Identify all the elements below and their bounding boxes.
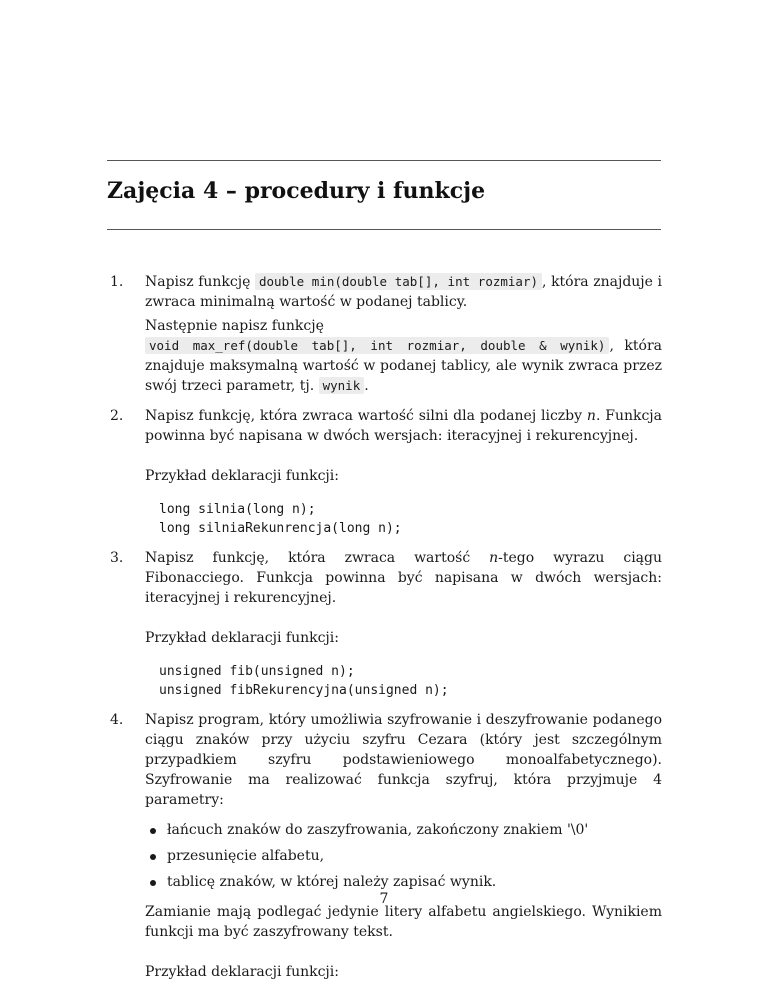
bullet-icon — [150, 880, 156, 886]
example-label: Przykład deklaracji funkcji: — [145, 964, 339, 980]
code-block: long silnia(long n); long silniaRekunrencja(long n); — [159, 502, 402, 536]
example-label: Przykład deklaracji funkcji: — [145, 630, 339, 646]
inline-code: wynik — [319, 377, 365, 394]
list-item: tablicę znaków, w której należy zapisać wynik. — [145, 872, 662, 892]
page-title: Zajęcia 4 – procedury i funkcje — [107, 178, 486, 204]
parameter-list — [145, 820, 662, 892]
code-block: unsigned fib(unsigned n); unsigned fibRekurencyjna(unsigned n); — [159, 664, 449, 698]
exercise-4-text-2: Zamianie mają podlegać jedynie litery alfabetu angielskiego. Wynikiem funkcji ma być zaszyfrowany tekst. — [145, 904, 662, 940]
exercise-4 — [110, 710, 662, 982]
example-label: Przykład deklaracji funkcji: — [145, 468, 339, 484]
bullet-icon — [150, 828, 156, 834]
bullet-icon — [150, 854, 156, 860]
list-item: łańcuch znaków do zaszyfrowania, zakończony znakiem '\0' — [145, 820, 662, 840]
exercise-number: 4. — [110, 712, 124, 728]
exercise-list — [110, 272, 662, 982]
bottom-rule — [107, 229, 661, 230]
page-number: 7 — [379, 891, 389, 907]
math-variable: n — [586, 408, 596, 424]
inline-code: void max_ref(double tab[], int rozmiar, double & wynik) — [145, 337, 609, 354]
exercise-1-text: Napisz funkcję double min(double tab[], int rozmiar) , która znajduje i zwraca minimalną wartość w podanej tablicy. — [145, 274, 662, 310]
exercise-4-text: Napisz program, który umożliwia szyfrowanie i deszyfrowanie podanego ciągu znaków przy użyciu szyfru Cezara (który jest szczególnym przypadkiem szyfru podstawieniowego monoalfabetycznego). Szyfrowanie ma realizować funkcja szyfruj, która przyjmuje 4 parametry: — [145, 712, 662, 808]
exercise-1 — [110, 272, 662, 396]
exercise-3-text: Napisz funkcję, która zwraca wartość n-tego wyrazu ciągu Fibonacciego. Funkcja powinna być napisana w dwóch wersjach: iteracyjnej i rekurencyjnej. — [145, 550, 662, 606]
top-rule — [107, 160, 661, 161]
exercise-2 — [110, 406, 662, 538]
exercise-1-text-2: Następnie napisz funkcję void max_ref(double tab[], int rozmiar, double & wynik) , która znajduje maksymalną wartość w podanej tablicy, ale wynik zwraca przez swój trzeci parametr, tj. wynik . — [145, 318, 662, 394]
exercise-2-text: Napisz funkcję, która zwraca wartość silni dla podanej liczby n. Funkcja powinna być napisana w dwóch wersjach: iteracyjnej i rekurencyjnej. — [145, 408, 662, 444]
exercise-number: 3. — [110, 550, 124, 566]
exercise-number: 1. — [110, 274, 124, 290]
exercise-number: 2. — [110, 408, 124, 424]
math-variable: n — [489, 550, 499, 566]
inline-code: double min(double tab[], int rozmiar) — [255, 273, 542, 290]
list-item: przesunięcie alfabetu, — [145, 846, 662, 866]
exercise-3 — [110, 548, 662, 700]
